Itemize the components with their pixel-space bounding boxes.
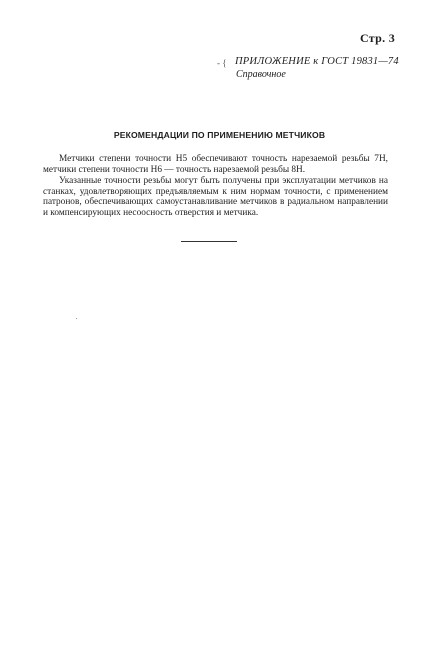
appendix-title: ПРИЛОЖЕНИЕ к ГОСТ 19831—74 xyxy=(235,56,399,67)
margin-marks: - { xyxy=(217,58,227,68)
scan-speck xyxy=(76,318,77,319)
paragraph-2: Указанные точности резьбы могут быть получены при эксплуатации метчиков на станках, удовлетворяющих предъявляемым к ним нормам точности, с применением патронов, обеспечивающих самоустанавливание метчиков в радиальном направлении и компенсирующих несоосность отверстия и метчика. xyxy=(43,176,388,218)
body-text xyxy=(43,154,388,220)
divider-rule xyxy=(181,241,237,242)
section-heading: РЕКОМЕНДАЦИИ ПО ПРИМЕНЕНИЮ МЕТЧИКОВ xyxy=(113,130,326,140)
paragraph-1: Метчики степени точности Н5 обеспечивают точность нарезаемой резьбы 7Н, метчики степени точности Н6 — точность нарезаемой резьбы 8Н. xyxy=(43,154,388,175)
page-number: Стр. 3 xyxy=(359,31,395,45)
appendix-subtitle: Справочное xyxy=(236,69,286,80)
